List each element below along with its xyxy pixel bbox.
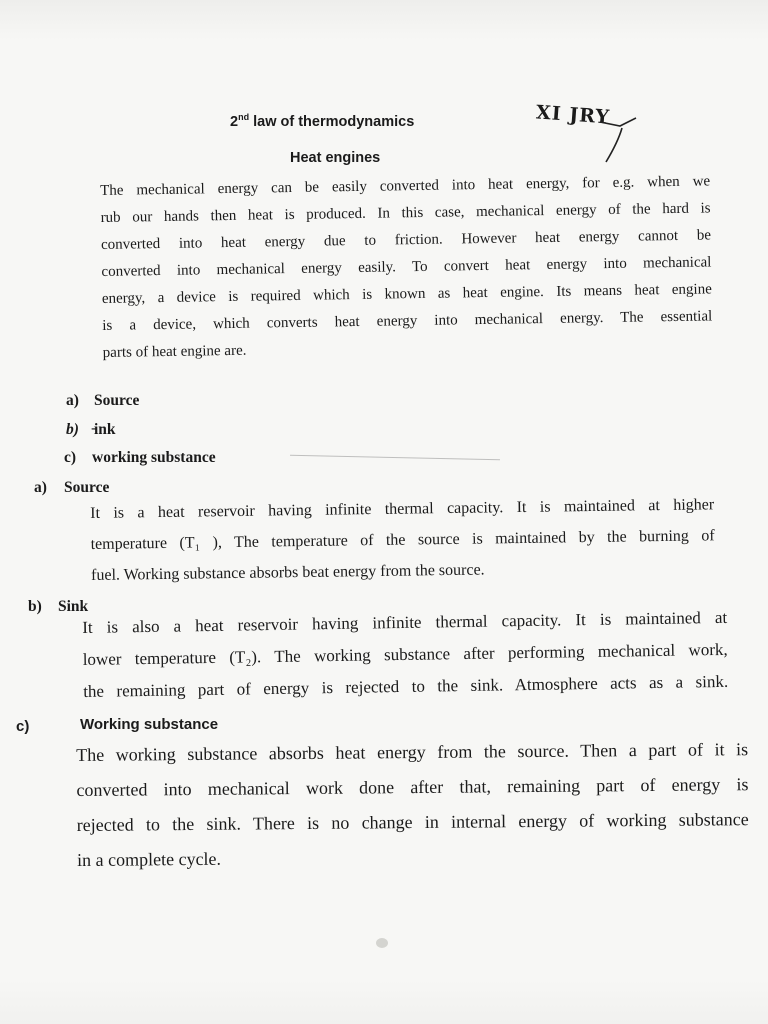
scan-smudge (376, 938, 388, 948)
list-item: a) Source (66, 392, 140, 409)
source-paragraph (90, 489, 715, 591)
intro-line: energy, a device is required which is known as heat engine. Its means heat engine (101, 281, 712, 307)
list-item: c) working substance (64, 449, 216, 466)
sink-line: lower temperature (T₂). The working substance after performing mechanical work, (82, 639, 728, 669)
handwritten-class-mark: XI JRY (535, 101, 611, 129)
handwritten-stroke (592, 112, 642, 164)
working-substance-line: The working substance absorbs heat energy from the source. Then a part of it is (76, 739, 749, 765)
page-title: 2nd law of thermodynamics (230, 112, 415, 130)
section-subtitle: Heat engines (290, 150, 381, 166)
intro-line: is a device, which converts heat energy into mechanical energy. The essential (102, 308, 713, 334)
source-line: temperature (T₁ ), The temperature of the source is maintained by the burning of (90, 527, 715, 553)
intro-line: rub our hands then heat is produced. In this case, mechanical energy of the hard is (100, 200, 711, 226)
section-heading-working-substance: Working substance (80, 716, 219, 733)
section-heading-sink: b) Sink (28, 598, 89, 615)
list-item: b) ̵ink (66, 421, 116, 438)
source-line: It is a heat reservoir having infinite thermal capacity. It is maintained at higher (90, 496, 715, 522)
working-substance-line: converted into mechanical work done after that, remaining part of energy is (76, 774, 749, 800)
section-heading-source: a) Source (34, 479, 110, 496)
source-line: fuel. Working substance absorbs beat energy from the source. (90, 561, 485, 584)
intro-line: parts of heat engine are. (102, 342, 247, 361)
working-substance-line: in a complete cycle. (76, 848, 222, 870)
intro-line: The mechanical energy can be easily converted into heat energy, for e.g. when we (100, 173, 711, 199)
intro-paragraph (100, 168, 713, 367)
sink-line: the remaining part of energy is rejected to the sink. Atmosphere acts as a sink. (83, 671, 729, 701)
intro-line: converted into mechanical energy easily. To convert heat energy into mechanical (101, 254, 712, 280)
intro-line: converted into heat energy due to friction. However heat energy cannot be (100, 227, 712, 253)
sink-paragraph (82, 602, 728, 708)
working-substance-paragraph (76, 732, 749, 878)
working-substance-line: rejected to the sink. There is no change in internal energy of working substance (76, 809, 749, 835)
sink-line: It is also a heat reservoir having infinite thermal capacity. It is maintained at (82, 607, 728, 637)
scan-artifact-line (290, 455, 500, 460)
section-label-working-substance: c) (16, 718, 30, 735)
